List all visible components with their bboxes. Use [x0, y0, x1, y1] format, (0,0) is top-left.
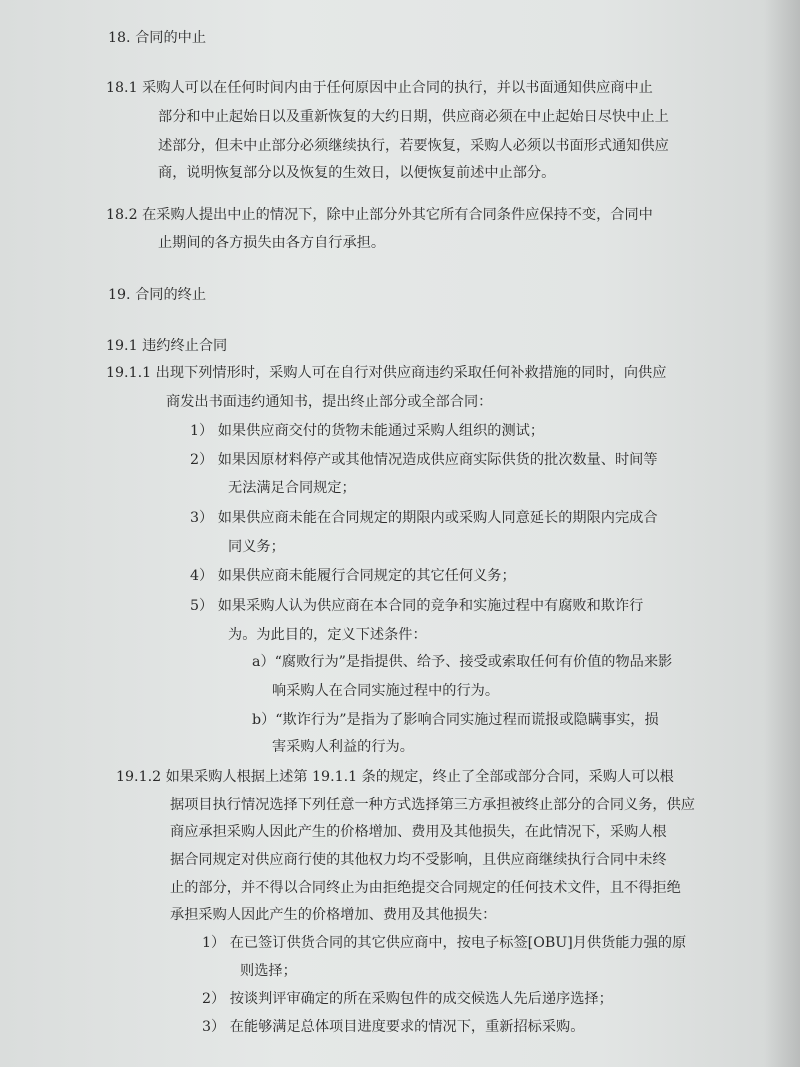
clause-18-2-line-2: 止期间的各方损失由各方自行承担。 — [158, 235, 386, 251]
option-3: 3） 在能够满足总体项目进度要求的情况下，重新招标采购。 — [202, 1019, 585, 1035]
list-item-2-line-2: 无法满足合同规定； — [228, 480, 356, 496]
sub-item-a-line-1: a）“腐败行为”是指提供、给予、接受或索取任何有价值的物品来影 — [252, 654, 673, 670]
section-19-heading: 19. 合同的终止 — [108, 287, 207, 303]
list-item-3-line-2: 同义务； — [228, 539, 285, 555]
sub-item-a-line-2: 响采购人在合同实施过程中的行为。 — [272, 683, 500, 699]
list-item-1: 1） 如果供应商交付的货物未能通过采购人组织的测试； — [190, 423, 545, 439]
clause-19-1-heading: 19.1 违约终止合同 — [106, 338, 228, 354]
list-item-4: 4） 如果供应商未能履行合同规定的其它任何义务； — [190, 568, 516, 584]
clause-19-1-1-line-2: 商发出书面违约通知书，提出终止部分或全部合同： — [166, 394, 493, 410]
section-18-heading: 18. 合同的中止 — [108, 30, 207, 46]
option-1-line-1: 1） 在已签订供货合同的其它供应商中，按电子标签[OBU]月供货能力强的原 — [202, 935, 687, 951]
clause-18-1-line-3: 述部分，但未中止部分必须继续执行，若要恢复，采购人必须以书面形式通知供应 — [158, 138, 669, 154]
page-edge-shadow — [764, 0, 800, 1067]
clause-18-2-line-1: 18.2 在采购人提出中止的情况下，除中止部分外其它所有合同条件应保持不变，合同中 — [106, 207, 653, 223]
clause-19-1-2-line-1: 19.1.2 如果采购人根据上述第 19.1.1 条的规定，终止了全部或部分合同，采购人可以根 — [116, 769, 674, 785]
sub-item-b-line-2: 害采购人利益的行为。 — [272, 739, 414, 755]
sub-item-b-line-1: b）“欺诈行为”是指为了影响合同实施过程而谎报或隐瞒事实，损 — [252, 712, 659, 728]
list-item-3-line-1: 3） 如果供应商未能在合同规定的期限内或采购人同意延长的期限内完成合 — [190, 510, 658, 526]
clause-19-1-1-line-1: 19.1.1 出现下列情形时，采购人可在自行对供应商违约采取任何补救措施的同时，向供应 — [106, 365, 667, 381]
clause-19-1-2-line-6: 承担采购人因此产生的价格增加、费用及其他损失： — [170, 907, 497, 923]
list-item-2-line-1: 2） 如果因原材料停产或其他情况造成供应商实际供货的批次数量、时间等 — [190, 452, 658, 468]
option-2: 2） 按谈判评审确定的所在采购包件的成交候选人先后递序选择； — [202, 991, 613, 1007]
clause-18-1-line-2: 部分和中止起始日以及重新恢复的大约日期，供应商必须在中止起始日尽快中止上 — [158, 109, 669, 125]
clause-19-1-2-line-4: 据合同规定对供应商行使的其他权力均不受影响，且供应商继续执行合同中未终 — [170, 852, 667, 868]
clause-19-1-2-line-5: 止的部分，并不得以合同终止为由拒绝提交合同规定的任何技术文件，且不得拒绝 — [170, 880, 681, 896]
clause-19-1-2-line-3: 商应承担采购人因此产生的价格增加、费用及其他损失，在此情况下，采购人根 — [170, 824, 667, 840]
clause-18-1-line-4: 商，说明恢复部分以及恢复的生效日，以便恢复前述中止部分。 — [158, 165, 556, 181]
list-item-5-line-1: 5） 如果采购人认为供应商在本合同的竞争和实施过程中有腐败和欺诈行 — [190, 598, 644, 614]
clause-18-1-line-1: 18.1 采购人可以在任何时间内由于任何原因中止合同的执行，并以书面通知供应商中止 — [106, 80, 653, 96]
clause-19-1-2-line-2: 据项目执行情况选择下列任意一种方式选择第三方承担被终止部分的合同义务，供应 — [170, 797, 695, 813]
list-item-5-line-2: 为。为此目的，定义下述条件： — [228, 627, 427, 643]
option-1-line-2: 则选择； — [240, 963, 297, 979]
